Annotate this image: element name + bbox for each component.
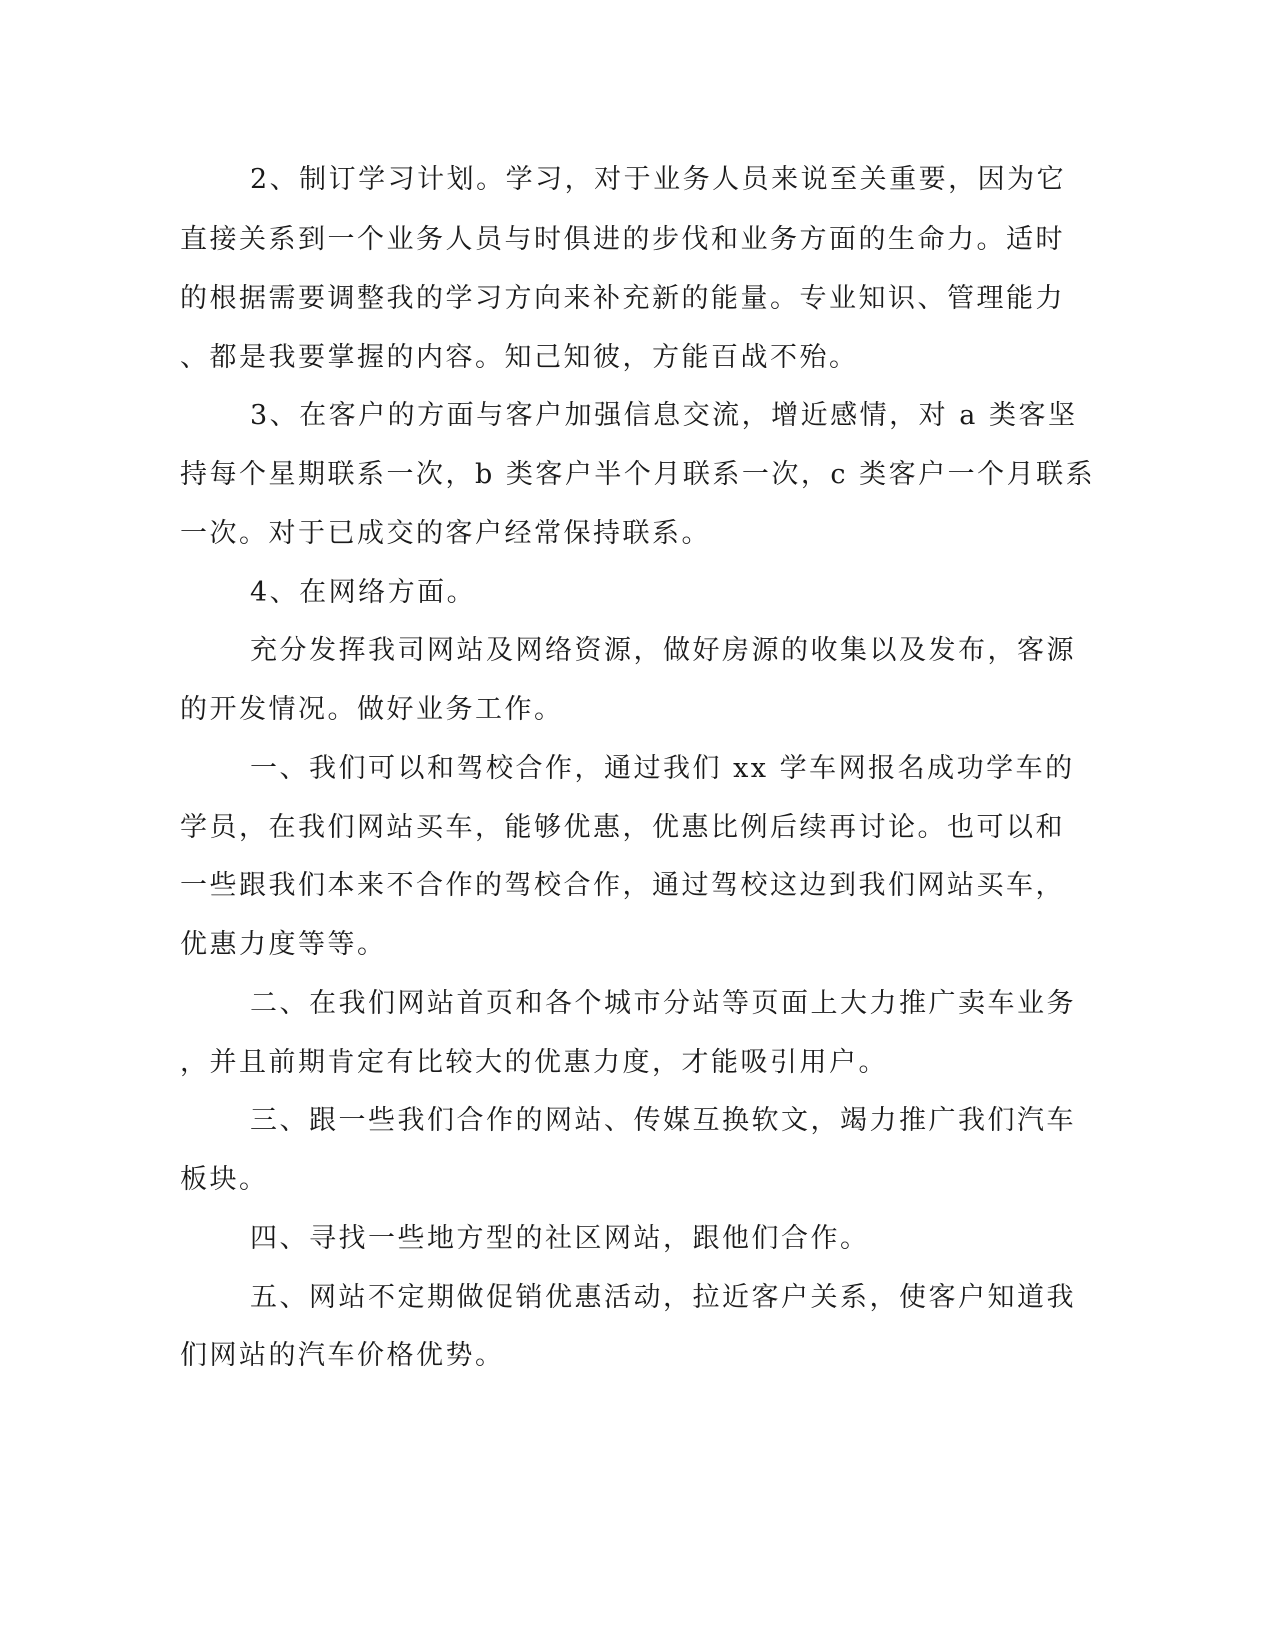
text-line: 的开发情况。做好业务工作。 xyxy=(180,694,564,725)
text-line: 的根据需要调整我的学习方向来补充新的能量。专业知识、管理能力 xyxy=(180,283,1065,314)
text-line: 持每个星期联系一次，b 类客户半个月联系一次，c 类客户一个月联系 xyxy=(180,459,1096,490)
text-line: ，并且前期肯定有比较大的优惠力度，才能吸引用户。 xyxy=(180,1047,888,1078)
text-line: 优惠力度等等。 xyxy=(180,929,387,960)
text-line: 充分发挥我司网站及网络资源，做好房源的收集以及发布，客源 xyxy=(250,635,1076,666)
text-line: 板块。 xyxy=(180,1164,269,1195)
text-line: 们网站的汽车价格优势。 xyxy=(180,1340,505,1371)
text-line: 二、在我们网站首页和各个城市分站等页面上大力推广卖车业务 xyxy=(250,988,1076,1019)
text-line: 一次。对于已成交的客户经常保持联系。 xyxy=(180,518,711,549)
text-line: 3、在客户的方面与客户加强信息交流，增近感情，对 a 类客坚 xyxy=(250,400,1078,431)
text-line: 、都是我要掌握的内容。知己知彼，方能百战不殆。 xyxy=(180,342,859,373)
text-line: 4、在网络方面。 xyxy=(250,577,477,608)
text-line: 四、寻找一些地方型的社区网站，跟他们合作。 xyxy=(250,1223,870,1254)
text-line: 学员，在我们网站买车，能够优惠，优惠比例后续再讨论。也可以和 xyxy=(180,812,1065,843)
text-line: 三、跟一些我们合作的网站、传媒互换软文，竭力推广我们汽车 xyxy=(250,1105,1076,1136)
text-line: 一、我们可以和驾校合作，通过我们 xx 学车网报名成功学车的 xyxy=(250,753,1075,784)
text-line: 五、网站不定期做促销优惠活动，拉近客户关系，使客户知道我 xyxy=(250,1282,1076,1313)
text-line: 一些跟我们本来不合作的驾校合作，通过驾校这边到我们网站买车， xyxy=(180,870,1065,901)
text-line: 2、制订学习计划。学习，对于业务人员来说至关重要，因为它 xyxy=(250,164,1067,195)
text-line: 直接关系到一个业务人员与时俱进的步伐和业务方面的生命力。适时 xyxy=(180,224,1065,255)
